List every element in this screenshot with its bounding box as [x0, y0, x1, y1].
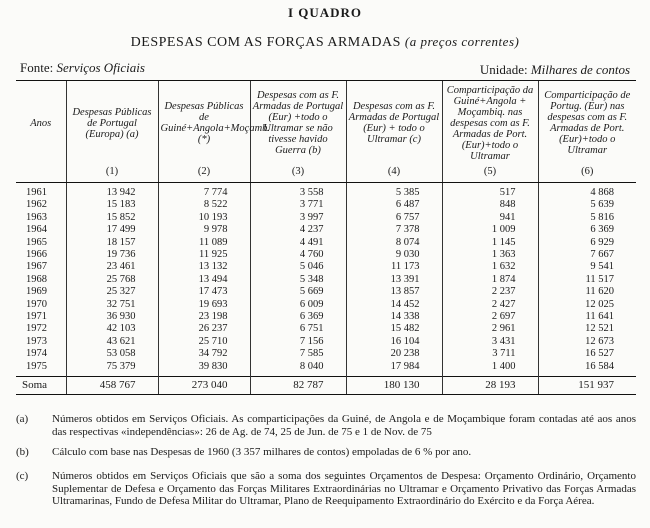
footnote-text: Números obtidos em Serviços Oficiais que são a soma dos seguintes Orçamentos de Despesa: Orçamento Ordinário, Orçamento Suplementar de Defesa e Orçamento das Forças Militares Extraordinárias no Ultramar e Orçamento Privativo das Forças Armadas Ultramarinas, Fundo de Defesa Militar do Ultramar, Plano de Reequipamento Extraordinário do Exército e da Força Aérea.	[52, 470, 636, 507]
column-header-2: Despesas Públicas de Guiné+Angola+Moçamb. (*)	[158, 81, 250, 163]
total-label: Soma	[16, 377, 66, 395]
table-row	[16, 361, 636, 377]
column-number-anos	[16, 162, 66, 183]
value-cell: 5 385	[346, 183, 442, 200]
value-cell: 14 452	[346, 299, 442, 311]
table-row	[16, 261, 636, 273]
value-cell: 7 774	[158, 183, 250, 200]
value-cell: 26 237	[158, 323, 250, 335]
value-cell: 17 984	[346, 361, 442, 377]
value-cell: 4 760	[250, 249, 346, 261]
value-cell: 75 379	[66, 361, 158, 377]
year-cell: 1962	[26, 199, 47, 211]
value-cell: 1 632	[442, 261, 538, 273]
column-header-4: Despesas com as F. Armadas de Portugal (Eur) + todo o Ultramar (c)	[346, 81, 442, 163]
value-cell: 17 473	[158, 286, 250, 298]
value-cell: 11 641	[538, 311, 636, 323]
value-cell: 32 751	[66, 299, 158, 311]
table-header-row	[16, 81, 636, 163]
table-row	[16, 299, 636, 311]
value-cell: 25 327	[66, 286, 158, 298]
value-cell: 53 058	[66, 348, 158, 360]
value-cell: 11 620	[538, 286, 636, 298]
title-main: DESPESAS COM AS FORÇAS ARMADAS	[130, 35, 401, 50]
value-cell: 12 521	[538, 323, 636, 335]
total-row	[16, 377, 636, 395]
value-cell: 8 040	[250, 361, 346, 377]
value-cell: 11 089	[158, 237, 250, 249]
value-cell: 2 961	[442, 323, 538, 335]
column-number-3: (3)	[250, 162, 346, 183]
column-header-6: Comparticipação de Portug. (Eur) nas despesas com as F. Armadas de Port. (Eur)+todo o Ultramar	[538, 81, 636, 163]
value-cell: 6 929	[538, 237, 636, 249]
table-body	[16, 183, 636, 377]
year-cell: 1974	[26, 348, 47, 360]
column-number-row	[16, 162, 636, 183]
value-cell: 36 930	[66, 311, 158, 323]
value-cell: 14 338	[346, 311, 442, 323]
year-cell: 1964	[26, 224, 47, 236]
year-cell: 1975	[26, 360, 47, 372]
value-cell: 19 736	[66, 249, 158, 261]
table-row	[16, 323, 636, 335]
value-cell: 13 132	[158, 261, 250, 273]
page-title	[0, 34, 650, 51]
value-cell: 1 400	[442, 361, 538, 377]
value-cell: 5 669	[250, 286, 346, 298]
value-cell: 4 868	[538, 183, 636, 200]
column-header-5: Comparticipação da Guiné+Angola + Moçambiq. nas despesas com as F. Armadas de Port. (Eur)+todo o Ultramar	[442, 81, 538, 163]
source-line	[20, 60, 145, 76]
value-cell: 43 621	[66, 336, 158, 348]
footnote-text: Números obtidos em Serviços Oficiais. As comparticipações da Guiné, de Angola e de Moçambique foram contadas até aos anos das respectivas «independências»: 26 de Ag. de 74, 25 de Jun. de 75 e 1 de Nov. de 75	[52, 413, 636, 438]
value-cell: 5 639	[538, 199, 636, 211]
year-cell: 1967	[26, 261, 47, 273]
value-cell: 6 757	[346, 212, 442, 224]
value-cell: 12 025	[538, 299, 636, 311]
table-row	[16, 199, 636, 211]
value-cell: 3 771	[250, 199, 346, 211]
value-cell: 34 792	[158, 348, 250, 360]
year-cell: 1971	[26, 311, 47, 323]
source-value: Serviços Oficiais	[56, 60, 145, 75]
total-cell: 180 130	[346, 377, 442, 395]
value-cell: 16 527	[538, 348, 636, 360]
value-cell: 17 499	[66, 224, 158, 236]
value-cell: 12 673	[538, 336, 636, 348]
value-cell: 11 925	[158, 249, 250, 261]
value-cell: 23 461	[66, 261, 158, 273]
value-cell: 7 667	[538, 249, 636, 261]
value-cell: 3 431	[442, 336, 538, 348]
table-row	[16, 336, 636, 348]
value-cell: 5 348	[250, 274, 346, 286]
unit-line	[480, 62, 630, 78]
total-cell: 273 040	[158, 377, 250, 395]
footnote-mark: (b)	[16, 446, 29, 458]
value-cell: 3 558	[250, 183, 346, 200]
value-cell: 2 427	[442, 299, 538, 311]
table-row	[16, 348, 636, 360]
value-cell: 13 942	[66, 183, 158, 200]
footnote-mark: (a)	[16, 413, 29, 425]
value-cell: 4 237	[250, 224, 346, 236]
value-cell: 39 830	[158, 361, 250, 377]
column-header-anos: Anos	[16, 81, 66, 163]
year-cell: 1965	[26, 236, 47, 248]
value-cell: 5 046	[250, 261, 346, 273]
value-cell: 18 157	[66, 237, 158, 249]
value-cell: 15 852	[66, 212, 158, 224]
value-cell: 6 369	[538, 224, 636, 236]
column-number-6: (6)	[538, 162, 636, 183]
value-cell: 16 584	[538, 361, 636, 377]
table-row	[16, 224, 636, 236]
source-label: Fonte:	[20, 60, 54, 75]
value-cell: 13 857	[346, 286, 442, 298]
table-row	[16, 249, 636, 261]
value-cell: 517	[442, 183, 538, 200]
title-subtitle: (a preços correntes)	[404, 34, 520, 49]
value-cell: 19 693	[158, 299, 250, 311]
value-cell: 13 494	[158, 274, 250, 286]
value-cell: 8 074	[346, 237, 442, 249]
value-cell: 6 009	[250, 299, 346, 311]
quadro-number: I QUADRO	[287, 5, 363, 20]
total-cell: 458 767	[66, 377, 158, 395]
value-cell: 941	[442, 212, 538, 224]
column-number-4: (4)	[346, 162, 442, 183]
value-cell: 8 522	[158, 199, 250, 211]
value-cell: 25 768	[66, 274, 158, 286]
value-cell: 11 517	[538, 274, 636, 286]
value-cell: 15 183	[66, 199, 158, 211]
total-cell: 82 787	[250, 377, 346, 395]
footnote-b	[16, 446, 636, 459]
value-cell: 42 103	[66, 323, 158, 335]
table-row	[16, 286, 636, 298]
value-cell: 16 104	[346, 336, 442, 348]
value-cell: 1 363	[442, 249, 538, 261]
value-cell: 6 751	[250, 323, 346, 335]
table-row	[16, 311, 636, 323]
total-cell: 151 937	[538, 377, 636, 395]
year-cell: 1966	[26, 249, 47, 261]
unit-label: Unidade:	[479, 62, 528, 77]
footnote-mark: (c)	[16, 470, 29, 482]
value-cell: 23 198	[158, 311, 250, 323]
total-cell: 28 193	[442, 377, 538, 395]
expenses-table	[16, 80, 636, 395]
year-cell: 1973	[26, 335, 47, 347]
column-number-2: (2)	[158, 162, 250, 183]
year-cell: 1969	[26, 286, 47, 298]
value-cell: 13 391	[346, 274, 442, 286]
value-cell: 25 710	[158, 336, 250, 348]
value-cell: 9 541	[538, 261, 636, 273]
footnote-a	[16, 413, 636, 438]
value-cell: 11 173	[346, 261, 442, 273]
value-cell: 2 237	[442, 286, 538, 298]
footnote-c	[16, 470, 636, 508]
value-cell: 6 369	[250, 311, 346, 323]
value-cell: 3 711	[442, 348, 538, 360]
value-cell: 9 978	[158, 224, 250, 236]
table-row	[16, 212, 636, 224]
value-cell: 10 193	[158, 212, 250, 224]
value-cell: 3 997	[250, 212, 346, 224]
table-row	[16, 237, 636, 249]
value-cell: 7 378	[346, 224, 442, 236]
year-cell: 1968	[26, 273, 47, 285]
year-cell: 1961	[26, 187, 47, 198]
value-cell: 4 491	[250, 237, 346, 249]
year-cell: 1970	[26, 298, 47, 310]
column-header-1: Despesas Públicas de Portugal (Europa) (a)	[66, 81, 158, 163]
value-cell: 7 585	[250, 348, 346, 360]
value-cell: 2 697	[442, 311, 538, 323]
value-cell: 1 009	[442, 224, 538, 236]
value-cell: 5 816	[538, 212, 636, 224]
unit-value: Milhares de contos	[530, 62, 630, 77]
year-cell: 1972	[26, 323, 47, 335]
year-cell: 1963	[26, 211, 47, 223]
value-cell: 20 238	[346, 348, 442, 360]
table-row	[16, 183, 636, 200]
table-row	[16, 274, 636, 286]
column-number-1: (1)	[66, 162, 158, 183]
value-cell: 1 874	[442, 274, 538, 286]
footnote-text: Cálculo com base nas Despesas de 1960 (3 357 milhares de contos) empoladas de 6 % por ano.	[52, 446, 472, 458]
value-cell: 9 030	[346, 249, 442, 261]
value-cell: 15 482	[346, 323, 442, 335]
value-cell: 1 145	[442, 237, 538, 249]
value-cell: 6 487	[346, 199, 442, 211]
value-cell: 7 156	[250, 336, 346, 348]
column-number-5: (5)	[442, 162, 538, 183]
column-header-3: Despesas com as F. Armadas de Portugal (Eur) +todo o Ultramar se não tivesse havido Guerra (b)	[250, 81, 346, 163]
value-cell: 848	[442, 199, 538, 211]
